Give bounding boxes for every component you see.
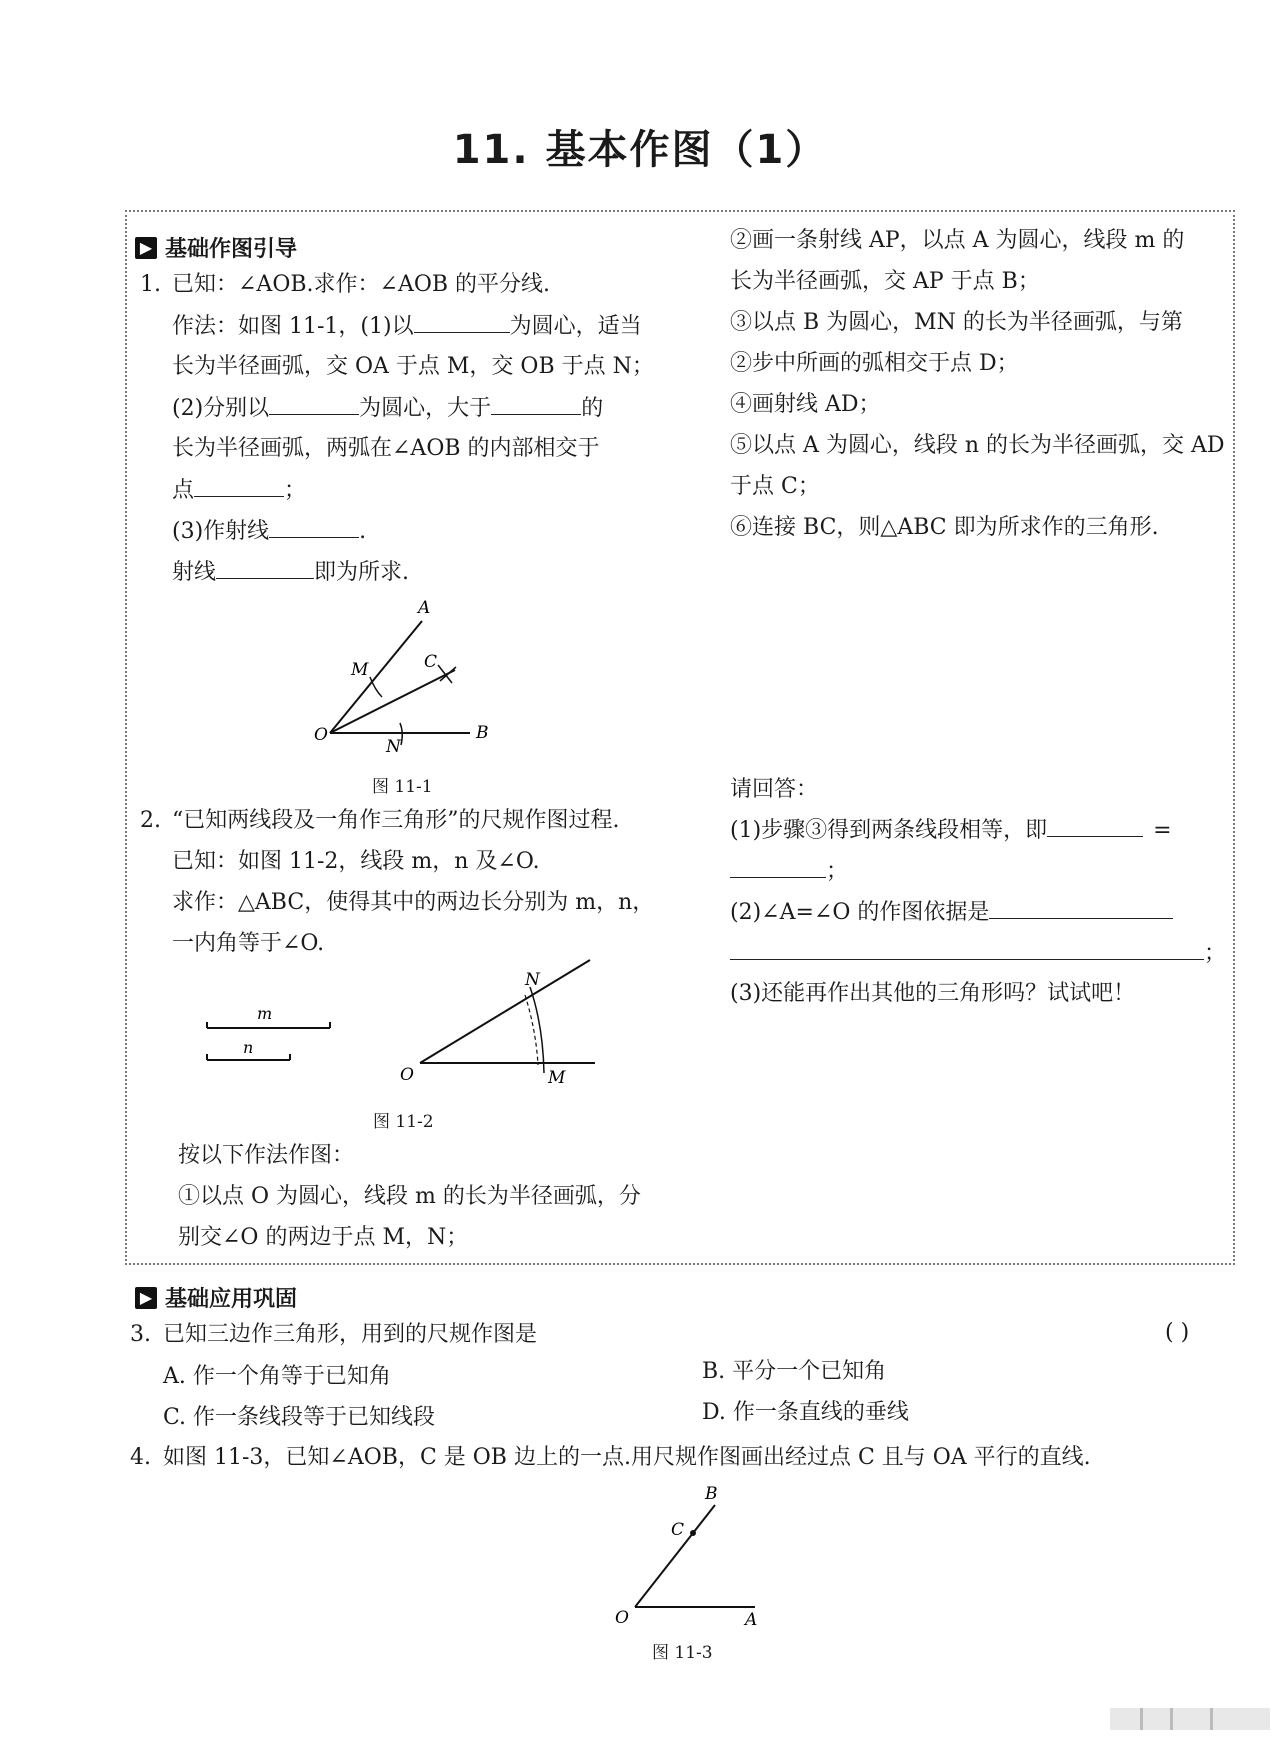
figure-11-3 [605, 1475, 785, 1635]
q2-step3-line1: ③以点 B 为圆心，MN 的长为半径画弧，与第 [730, 310, 1183, 335]
fig1-label-C: C [424, 652, 438, 672]
fig1-label-A: A [418, 598, 431, 618]
page-title: 11. 基本作图（1） [452, 127, 828, 173]
q2-given: 已知：如图 11-2，线段 m，n 及∠O. [172, 849, 540, 874]
section-header-label: 基础作图引导 [165, 237, 298, 262]
q2-answer-1-end: ； [826, 859, 849, 884]
q1-given: 已知：∠AOB.求作：∠AOB 的平分线. [172, 272, 551, 297]
q2-answer-2-end: ； [1204, 941, 1227, 966]
q1-method-line5 [172, 475, 306, 506]
q2-step1-line1: ①以点 O 为圆心，线段 m 的长为半径画弧，分 [178, 1184, 641, 1209]
q1-blank-6[interactable] [216, 557, 314, 579]
q2-step2-line2: 长为半径画弧，交 AP 于点 B； [730, 269, 1040, 294]
fig1-label-B: B [476, 723, 489, 743]
q2-answer-2-blank-1[interactable] [989, 897, 1173, 919]
q3-answer-bracket[interactable]: ( ) [1165, 1320, 1190, 1345]
fig3-label-O: O [615, 1608, 629, 1628]
fig1-label-O: O [314, 725, 328, 745]
fig2-label-M: M [548, 1068, 566, 1088]
arrow-right-icon: ▶ [135, 237, 157, 259]
q1-answer-text-b: 即为所求. [314, 560, 410, 585]
q2-step2-line1: ②画一条射线 AP，以点 A 为圆心，线段 m 的 [730, 228, 1185, 253]
q1-method-line7 [172, 557, 409, 588]
q2-number: 2. [140, 808, 161, 833]
q2-answer-1-line2 [730, 856, 848, 887]
q2-step3-line2: ②步中所画的弧相交于点 D； [730, 351, 1019, 376]
section-header-label: 基础应用巩固 [165, 1287, 298, 1312]
section-header-basic-guide [135, 232, 297, 263]
q1-blank-5[interactable] [269, 516, 359, 538]
q1-method-line6 [172, 516, 366, 547]
q3-option-c[interactable]: C. 作一条线段等于已知线段 [163, 1405, 436, 1430]
q2-answer-2-line1 [730, 897, 1173, 928]
q1-blank-4[interactable] [194, 475, 284, 497]
fig3-label-A: A [745, 1610, 758, 1630]
q3-option-a[interactable]: A. 作一个角等于已知角 [163, 1364, 391, 1389]
q2-answer-1-text: (1)步骤③得到两条线段相等，即 [730, 818, 1048, 843]
fig2-label-O: O [400, 1065, 414, 1085]
fig1-label-N: N [386, 737, 401, 757]
q1-point-text: 点 [172, 478, 195, 503]
fig1-label-M: M [351, 660, 369, 680]
q2-required-1: 求作：△ABC，使得其中的两边长分别为 m，n， [172, 890, 655, 915]
q1-method-line4: 长为半径画弧，两弧在∠AOB 的内部相交于 [172, 436, 600, 461]
figure-11-2-angle [395, 955, 625, 1095]
q2-step1-line2: 别交∠O 的两边于点 M，N； [178, 1225, 469, 1250]
q2-required-2: 一内角等于∠O. [172, 931, 325, 956]
q1-ray-text: (3)作射线 [172, 519, 270, 544]
q2-answer-2-blank-2[interactable] [730, 938, 1204, 960]
q2-answer-1-equals: = [1153, 818, 1172, 843]
q3-option-b[interactable]: B. 平分一个已知角 [702, 1359, 887, 1384]
q2-step4: ④画射线 AD； [730, 392, 881, 417]
q1-blank-2[interactable] [269, 393, 359, 415]
fig2-label-N: N [525, 970, 540, 990]
q3-stem: 已知三边作三角形，用到的尺规作图是 [163, 1322, 538, 1347]
q2-step5-line2: 于点 C； [730, 474, 820, 499]
arrow-right-icon: ▶ [135, 1287, 157, 1309]
fig3-label-C: C [671, 1520, 685, 1540]
fig2-label-m: m [257, 1004, 273, 1023]
q1-blank-1[interactable] [414, 311, 510, 333]
q1-method-line1 [172, 311, 642, 342]
figure-11-1-caption: 图 11-1 [372, 777, 433, 797]
q1-ray-end: . [359, 519, 367, 544]
q4-stem: 如图 11-3，已知∠AOB，C 是 OB 边上的一点.用尺规作图画出经过点 C 且与 OA 平行的直线. [163, 1445, 1091, 1470]
q2-step6: ⑥连接 BC，则△ABC 即为所求作的三角形. [730, 515, 1159, 540]
q1-step2-text-c: 的 [581, 396, 604, 421]
q1-method-text-b: 为圆心，适当 [509, 314, 642, 339]
q3-option-d[interactable]: D. 作一条直线的垂线 [702, 1400, 909, 1425]
q2-answer-1-blank-right[interactable] [730, 856, 826, 878]
q4-number: 4. [130, 1445, 151, 1470]
q2-answer-1-line1 [730, 815, 1172, 846]
fig2-label-n: n [243, 1038, 254, 1057]
q2-step5-line1: ⑤以点 A 为圆心，线段 n 的长为半径画弧，交 AD [730, 433, 1225, 458]
scan-edge-mark [1110, 1700, 1270, 1740]
q1-method-text-a: 作法：如图 11-1，(1)以 [172, 314, 414, 339]
q2-answer-2-line2 [730, 938, 1226, 969]
q1-method-line2: 长为半径画弧，交 OA 于点 M，交 OB 于点 N； [172, 354, 654, 379]
q1-method-line3 [172, 393, 603, 424]
figure-11-2-segments [195, 1000, 345, 1075]
q1-step2-text-a: (2)分别以 [172, 396, 270, 421]
q1-step2-text-b: 为圆心，大于 [359, 396, 492, 421]
fig3-label-B: B [705, 1484, 718, 1504]
q2-answer-3: (3)还能再作出其他的三角形吗？试试吧！ [730, 981, 1136, 1006]
figure-11-2-caption: 图 11-2 [373, 1112, 434, 1132]
q1-answer-text-a: 射线 [172, 560, 217, 585]
figure-11-1 [300, 595, 520, 765]
q2-answer-2-text: (2)∠A=∠O 的作图依据是 [730, 900, 990, 925]
q1-blank-3[interactable] [491, 393, 581, 415]
q3-number: 3. [130, 1322, 151, 1347]
figure-11-3-caption: 图 11-3 [652, 1643, 713, 1663]
section-header-basic-application [135, 1282, 297, 1313]
q2-steps-intro: 按以下作法作图： [178, 1143, 355, 1168]
q2-title: “已知两线段及一角作三角形”的尺规作图过程. [172, 808, 620, 833]
q1-point-end: ； [284, 478, 307, 503]
q2-answer-intro: 请回答： [730, 777, 819, 802]
q1-number: 1. [140, 272, 161, 297]
q2-answer-1-blank-left[interactable] [1047, 815, 1143, 837]
